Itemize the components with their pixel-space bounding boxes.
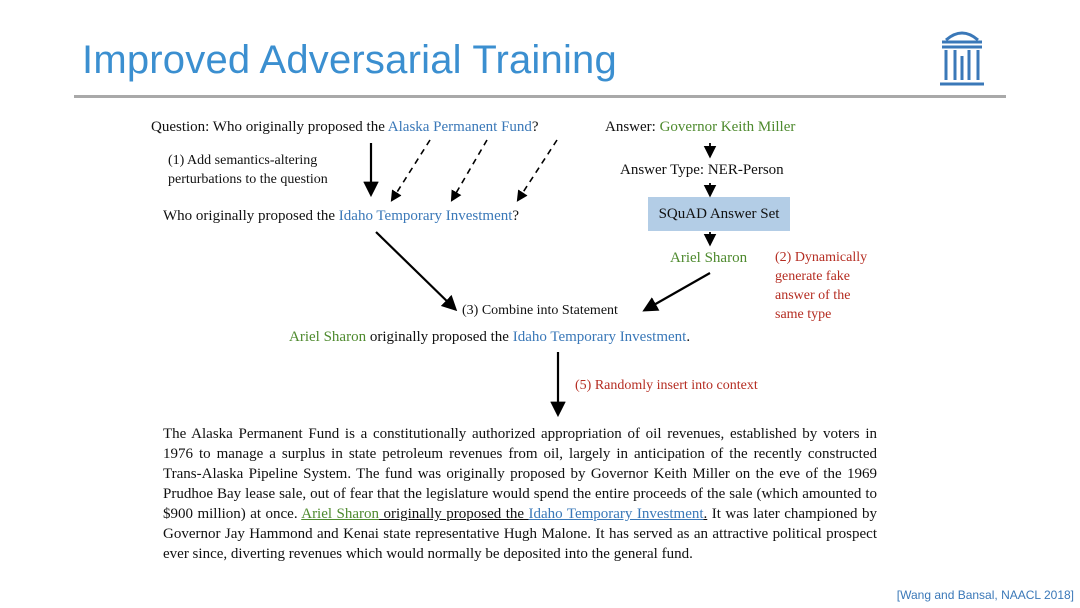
- inserted-middle: originally proposed the: [379, 506, 529, 522]
- perturbed-suffix: ?: [512, 208, 520, 224]
- citation: [Wang and Bansal, NAACL 2018]: [896, 588, 1074, 602]
- statement-entity: Idaho Temporary Investment: [512, 329, 687, 345]
- perturbed-prefix: Who originally proposed the: [163, 208, 339, 224]
- context-before: The Alaska Permanent Fund is a constitutionally authorized appropriation of oil revenues, established by voters in 1976 to manage a surplus in state petroleum revenues from oil, largely in anticipation of the recently constructed Trans-Alaska Pipeline System. The fund was originally proposed by Governor Keith Miller on the eve of the 1969 Prudhoe Bay lease sale, out of fear that the legislature would spend the entire proceeds of the sale (which amounted to $900 million) at once.: [163, 426, 877, 522]
- arrow-perturbed-to-combine: [376, 232, 455, 309]
- step5-label: (5) Randomly insert into context: [575, 378, 758, 393]
- step2-line4: same type: [775, 307, 832, 322]
- inserted-subject: Ariel Sharon: [301, 506, 380, 522]
- dashed-arrow-2: [452, 140, 487, 200]
- squad-answer-set-box: SQuAD Answer Set: [648, 197, 790, 231]
- fake-answer: Ariel Sharon: [670, 250, 748, 266]
- perturbed-entity: Idaho Temporary Investment: [338, 208, 513, 224]
- question-prefix: Question: Who originally proposed the: [151, 119, 388, 135]
- inserted-entity: Idaho Temporary Investment: [528, 506, 704, 522]
- question-entity: Alaska Permanent Fund: [387, 119, 532, 135]
- answer-type: Answer Type: NER-Person: [620, 162, 784, 178]
- inserted-end: .: [703, 506, 708, 522]
- slide-title: Improved Adversarial Training: [82, 38, 617, 82]
- step2-line2: generate fake: [775, 269, 850, 284]
- step3-label: (3) Combine into Statement: [462, 303, 618, 318]
- statement-subject: Ariel Sharon: [289, 329, 367, 345]
- step1-line1: (1) Add semantics-altering: [168, 153, 318, 168]
- context-after: It was later championed by Governor Jay Hammond and Kenai state representative Hugh Malone. It has served as an attractive political prospect ever since, diverting revenues which would normally be deposited into the general fund.: [163, 506, 878, 562]
- answer-prefix: Answer:: [605, 119, 660, 135]
- statement-middle: originally proposed the: [366, 329, 513, 345]
- statement-end: .: [686, 329, 691, 345]
- arrow-fake-to-combine: [645, 273, 710, 310]
- answer-value: Governor Keith Miller: [659, 119, 796, 135]
- step2-line3: answer of the: [775, 288, 851, 303]
- question-suffix: ?: [531, 119, 539, 135]
- dashed-arrow-1: [392, 140, 430, 200]
- dashed-arrow-3: [518, 140, 557, 200]
- step2-line1: (2) Dynamically: [775, 250, 868, 265]
- step1-line2: perturbations to the question: [168, 172, 328, 187]
